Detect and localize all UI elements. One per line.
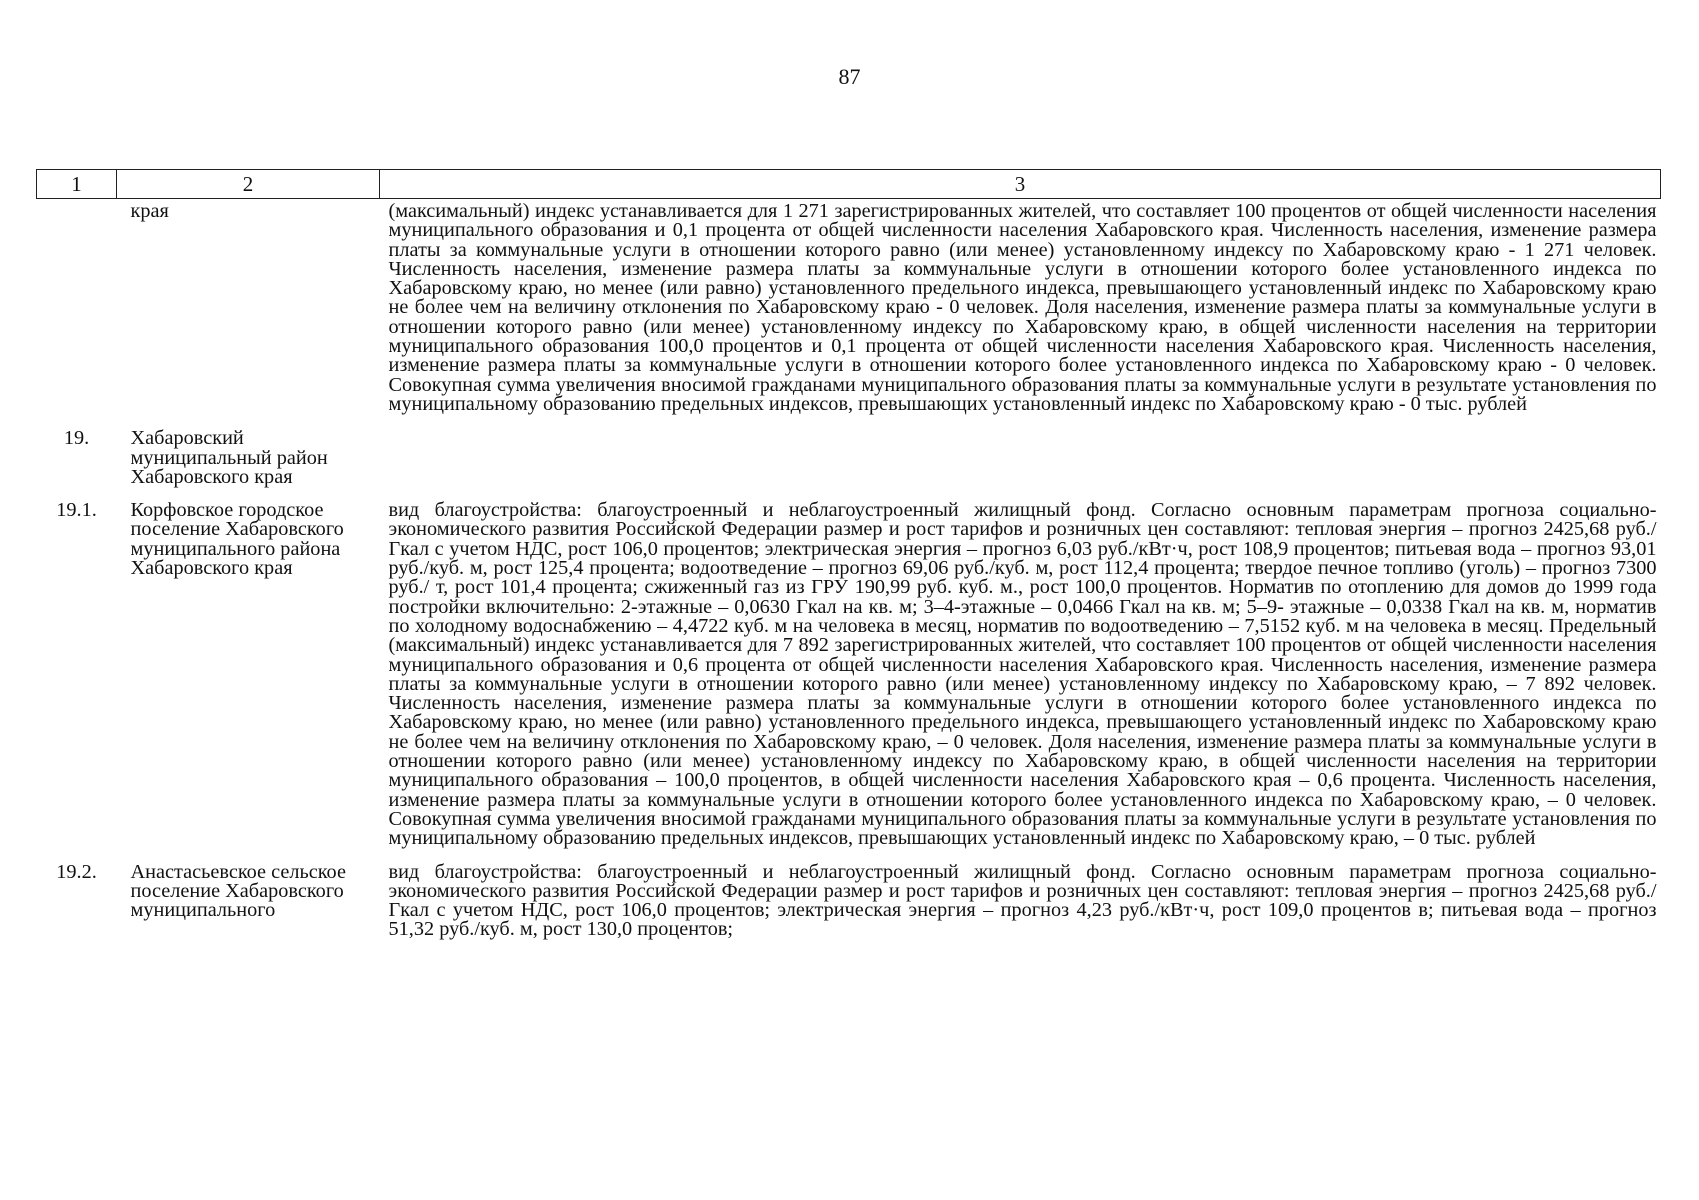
row-text: вид благоустройства: благоустроенный и неблагоустроенный жилищный фонд. Согласно основным параметрам прогноза социально-экономического развития Российской Федерации размер и рост тарифов и розничных цен составляют: тепловая энергия – прогноз 2425,68 руб./Гкал с учетом НДС, рост 106,0 процентов; электрическая энергия – прогноз 6,03 руб./кВт·ч, рост 108,9 процентов; питьевая вода – прогноз 93,01 руб./куб. м, рост 125,4 процента; водоотведение – прогноз 69,06 руб./куб. м, рост 112,4 процента; твердое печное топливо (уголь) – прогноз 7300 руб./ т, рост 101,4 процента; сжиженный газ из ГРУ 190,99 руб. куб. м., рост 100,0 процентов. Норматив по отоплению для домов до 1999 года постройки включительно: 2-этажные – 0,0630 Гкал на кв. м; 3–4-этажные – 0,0466 Гкал на кв. м; 5–9- этажные – 0,0338 Гкал на кв. м, норматив по холодному водоснабжению – 4,4722 куб. м на человека в месяц, норматив по водоотведению – 7,5152 куб. м на человека в месяц. Предельный (максимальный) индекс устанавливается для 7 892 зарегистрированных жителей, что составляет 100 процентов от общей численности населения муниципального образования и 0,6 процента от общей численности населения Хабаровского края. Численность населения, изменение размера платы за коммунальные услуги в отношении которого равно (или менее) установленному индексу по Хабаровскому краю, – 7 892 человек. Численность населения, изменение размера платы за коммунальные услуги в отношении которого более установленного индекса по Хабаровскому краю, но менее (или равно) установленного предельного индекса, превышающего установленный индекс по Хабаровскому краю не более чем на величину отклонения по Хабаровскому краю, – 0 человек. Доля населения, изменение размера платы за коммунальные услуги в отношении которого равно (или менее) установленному индексу по Хабаровскому краю, в общей численности населения на территории муниципального образования – 100,0 процентов, в общей численности населения Хабаровского края – 0,6 процента. Численность населения, изменение размера платы за коммунальные услуги в отношении которого более установленного индекса по Хабаровскому краю, – 0 человек. Совокупная сумма увеличения вносимой гражданами муниципального образования платы за коммунальные услуги в результате установления по муниципальному образованию предельных индексов, превышающих установленный индекс по Хабаровскому краю, – 0 тыс. рублей (388, 499, 1657, 850)
row-text (380, 428, 1661, 501)
row-number: 19. (63, 427, 90, 450)
column-header-3: 3 (380, 170, 1661, 199)
table-row (37, 428, 1661, 501)
column-header-2: 2 (117, 170, 380, 199)
table-row (37, 199, 1661, 429)
table-row (37, 501, 1661, 862)
row-name: Хабаровский муниципальный район Хабаровского края (130, 427, 328, 488)
row-number: 19.2. (56, 860, 97, 883)
row-name: Анастасьевское сельское поселение Хабаровского муниципального (130, 860, 346, 922)
table-header-row (37, 170, 1661, 199)
table-row (37, 863, 1661, 940)
column-header-1: 1 (37, 170, 117, 199)
document-table (36, 169, 1661, 940)
row-number (37, 199, 117, 429)
row-text: (максимальный) индекс устанавливается для 1 271 зарегистрированных жителей, что составляет 100 процентов от общей численности населения муниципального образования и 0,1 процента от общей численности населения Хабаровского края. Численность населения, изменение размера платы за коммунальные услуги в отношении которого равно (или менее) установленному индексу по Хабаровскому краю - 1 271 человек. Численность населения, изменение размера платы за коммунальные услуги в отношении которого более установленного индекса по Хабаровскому краю, но менее (или равно) установленного предельного индекса, превышающего установленный индекс по Хабаровскому краю не более чем на величину отклонения по Хабаровскому краю - 0 человек. Доля населения, изменение размера платы за коммунальные услуги в отношении которого равно (или менее) установленному индексу по Хабаровскому краю, в общей численности населения на территории муниципального образования 100,0 процентов и 0,1 процента от общей численности населения Хабаровского края. Численность населения, изменение размера платы за коммунальные услуги в отношении которого более установленного индекса по Хабаровскому краю - 0 человек. Совокупная сумма увеличения вносимой гражданами муниципального образования платы за коммунальные услуги в результате установления по муниципальному образованию предельных индексов, превышающих установленный индекс по Хабаровскому краю - 0 тыс. рублей (388, 200, 1657, 415)
page-number: 87 (838, 64, 861, 89)
row-number: 19.1. (56, 499, 97, 522)
row-name: Корфовское городское поселение Хабаровского муниципального района Хабаровского края (130, 499, 344, 580)
row-text: вид благоустройства: благоустроенный и неблагоустроенный жилищный фонд. Согласно основным параметрам прогноза социально-экономического развития Российской Федерации размер и рост тарифов и розничных цен составляют: тепловая энергия – прогноз 2425,68 руб./Гкал с учетом НДС, рост 106,0 процентов; электрическая энергия – прогноз 4,23 руб./кВт·ч, рост 109,0 процентов в; питьевая вода – прогноз 51,32 руб./куб. м, рост 130,0 процентов; (388, 860, 1657, 941)
row-name: края (130, 200, 169, 222)
